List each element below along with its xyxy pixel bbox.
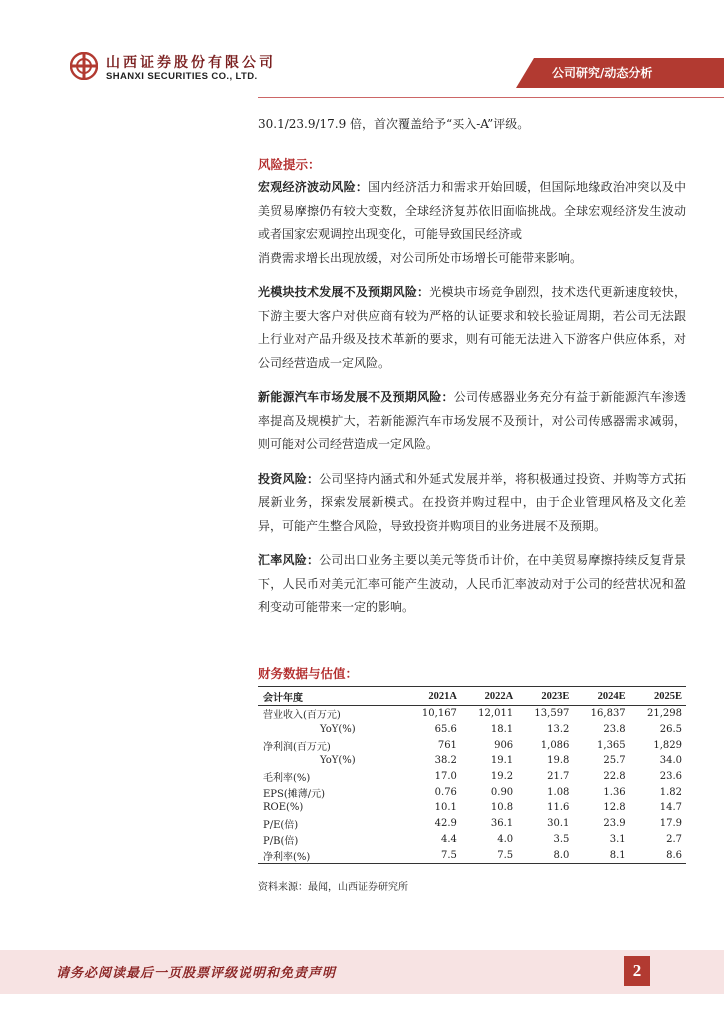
valuation-sentence: 30.1/23.9/17.9 倍，首次覆盖给予“买入-A”评级。 bbox=[258, 117, 530, 131]
table-header-row bbox=[258, 687, 686, 706]
table-cell: 10,167 bbox=[421, 708, 457, 720]
table-row bbox=[258, 800, 686, 816]
row-label: 毛利率(%) bbox=[263, 773, 311, 785]
table-cell: 7.5 bbox=[405, 847, 461, 863]
table-cell: 10.1 bbox=[434, 802, 457, 814]
column-header: 2023E bbox=[517, 687, 573, 706]
table-cell: 8.0 bbox=[517, 847, 573, 863]
table-cell: 12.8 bbox=[603, 802, 626, 814]
table-cell: 0.76 bbox=[434, 786, 457, 798]
row-label: EPS(摊薄/元) bbox=[263, 788, 326, 800]
table-cell: 19.8 bbox=[547, 755, 570, 767]
row-label: YoY(%) bbox=[320, 755, 356, 767]
table-row bbox=[258, 737, 686, 753]
data-source: 资料来源：最闻，山西证券研究所 bbox=[258, 882, 408, 893]
table-cell: 19.2 bbox=[490, 771, 514, 783]
table-cell: 14.7 bbox=[659, 802, 682, 814]
table-cell: 23.8 bbox=[603, 724, 626, 736]
risk-list bbox=[258, 176, 686, 620]
table-cell: 8.1 bbox=[573, 847, 629, 863]
section-label: 公司研究/动态分析 bbox=[552, 66, 653, 80]
column-header: 2025E bbox=[630, 687, 686, 706]
column-header: 2024E bbox=[573, 687, 629, 706]
risk-text: 公司坚持内涵式和外延式发展并举，将积极通过投资、并购等方式拓展新业务，探索发展新模式。在投资并购过程中，由于企业管理风格及文化差异，可能产生整合风险，导致投资并购项目的业务进展不及预期。 bbox=[258, 471, 686, 533]
row-label: YoY(%) bbox=[320, 724, 356, 736]
table-row bbox=[258, 706, 686, 722]
risk-label: 宏观经济波动风险： bbox=[258, 180, 369, 194]
table-row bbox=[258, 769, 686, 785]
risk-item bbox=[258, 386, 686, 457]
financial-table bbox=[258, 686, 686, 864]
table-cell: 21.7 bbox=[547, 771, 570, 783]
table-cell: 1,829 bbox=[653, 739, 682, 751]
table-cell: 10.8 bbox=[490, 802, 514, 814]
risk-item bbox=[258, 176, 686, 270]
table-cell: 34.0 bbox=[659, 755, 682, 767]
page-header bbox=[0, 0, 724, 100]
column-header: 会计年度 bbox=[258, 687, 405, 706]
table-cell: 23.6 bbox=[659, 771, 682, 783]
risk-item bbox=[258, 549, 686, 620]
table-cell: 12,011 bbox=[478, 708, 514, 720]
table-body bbox=[258, 706, 686, 864]
header-divider bbox=[258, 97, 724, 98]
table-cell: 21,298 bbox=[647, 708, 682, 720]
table-cell: 1.08 bbox=[547, 786, 570, 798]
table-row bbox=[258, 784, 686, 800]
table-cell: 3.1 bbox=[609, 833, 626, 845]
table-cell: 906 bbox=[494, 739, 514, 751]
table-cell: 42.9 bbox=[434, 818, 457, 830]
risk-section-title: 风险提示： bbox=[258, 156, 321, 172]
table-cell: 11.6 bbox=[547, 802, 570, 814]
risk-item bbox=[258, 468, 686, 539]
table-cell: 30.1 bbox=[547, 818, 570, 830]
row-label: ROE(%) bbox=[263, 802, 304, 814]
row-label: 营业收入(百万元) bbox=[263, 710, 341, 722]
table-cell: 17.9 bbox=[659, 818, 682, 830]
risk-label: 光模块技术发展不及预期风险： bbox=[258, 285, 430, 299]
table-cell: 1,086 bbox=[540, 739, 570, 751]
risk-item bbox=[258, 281, 686, 375]
financials-title: 财务数据与估值： bbox=[258, 666, 359, 681]
table-cell: 761 bbox=[437, 739, 457, 751]
table-cell: 26.5 bbox=[659, 724, 682, 736]
table-cell: 16,837 bbox=[590, 708, 626, 720]
table-row bbox=[258, 832, 686, 848]
risk-text: 国内经济活力和需求开始回暖，但国际地缘政治冲突以及中美贸易摩擦仍有较大变数，全球经济复苏依旧面临挑战。全球宏观经济发生波动或者国家宏观调控出现变化，可能导致国民经济或 bbox=[258, 180, 686, 241]
report-body bbox=[258, 113, 686, 631]
page-number: 2 bbox=[624, 956, 650, 986]
table-cell: 19.1 bbox=[490, 755, 514, 767]
table-row bbox=[258, 847, 686, 863]
risk-label: 汇率风险： bbox=[258, 553, 320, 567]
company-logo-icon bbox=[70, 52, 98, 80]
table-cell: 1,365 bbox=[597, 739, 626, 751]
table-cell: 36.1 bbox=[490, 818, 514, 830]
table-cell: 25.7 bbox=[603, 755, 626, 767]
table-cell: 38.2 bbox=[434, 755, 457, 767]
table-cell: 23.9 bbox=[603, 818, 626, 830]
table-cell: 65.6 bbox=[434, 724, 457, 736]
table-cell: 4.0 bbox=[497, 833, 514, 845]
table-cell: 18.1 bbox=[490, 724, 514, 736]
risk-label: 投资风险： bbox=[258, 471, 320, 486]
column-header: 2021A bbox=[405, 687, 461, 706]
table-cell: 1.36 bbox=[603, 786, 626, 798]
risk-text: 消费需求增长出现放缓，对公司所处市场增长可能带来影响。 bbox=[258, 250, 583, 265]
table-row bbox=[258, 722, 686, 738]
company-name-cn: 山西证券股份有限公司 bbox=[106, 55, 276, 71]
table-cell: 13,597 bbox=[534, 708, 570, 720]
risk-text: 光模块市场竞争剧烈，技术迭代更新速度较快，下游主要大客户对供应商有较为严格的认证要求和较长验证周期，若公司无法跟上行业对产品升级及技术革新的要求，则有可能无法进入下游客户供应体系，对公司经营造成一定风险。 bbox=[258, 285, 686, 370]
table-row bbox=[258, 816, 686, 832]
table-cell: 8.6 bbox=[630, 847, 686, 863]
company-name-en: SHANXI SECURITIES CO., LTD. bbox=[106, 71, 258, 82]
table-cell: 17.0 bbox=[434, 771, 457, 783]
row-label: P/E(倍) bbox=[263, 820, 299, 832]
risk-label: 新能源汽车市场发展不及预期风险： bbox=[258, 390, 454, 404]
table-cell: 1.82 bbox=[659, 786, 682, 798]
row-label: 净利率(%) bbox=[258, 847, 405, 863]
disclaimer-link[interactable]: 请务必阅读最后一页股票评级说明和免责声明 bbox=[56, 966, 337, 981]
risk-text: 公司出口业务主要以美元等货币计价，在中美贸易摩擦持续反复背景下，人民币对美元汇率可能产生波动，人民币汇率波动对于公司的经营状况和盈利变动可能带来一定的影响。 bbox=[258, 553, 686, 614]
table-cell: 4.4 bbox=[441, 833, 457, 845]
table-cell: 3.5 bbox=[553, 833, 570, 845]
risk-text: 公司传感器业务充分有益于新能源汽车渗透率提高及规模扩大，若新能源汽车市场发展不及预计，对公司传感器需求减弱，则可能对公司经营造成一定风险。 bbox=[258, 390, 686, 451]
table-cell: 7.5 bbox=[461, 847, 517, 863]
row-label: P/B(倍) bbox=[263, 835, 299, 847]
row-label: 净利润(百万元) bbox=[263, 741, 331, 753]
table-row bbox=[258, 753, 686, 769]
table-cell: 22.8 bbox=[603, 771, 626, 783]
column-header: 2022A bbox=[461, 687, 517, 706]
table-cell: 0.90 bbox=[490, 786, 514, 798]
table-cell: 2.7 bbox=[666, 833, 682, 845]
table-cell: 13.2 bbox=[547, 724, 570, 736]
